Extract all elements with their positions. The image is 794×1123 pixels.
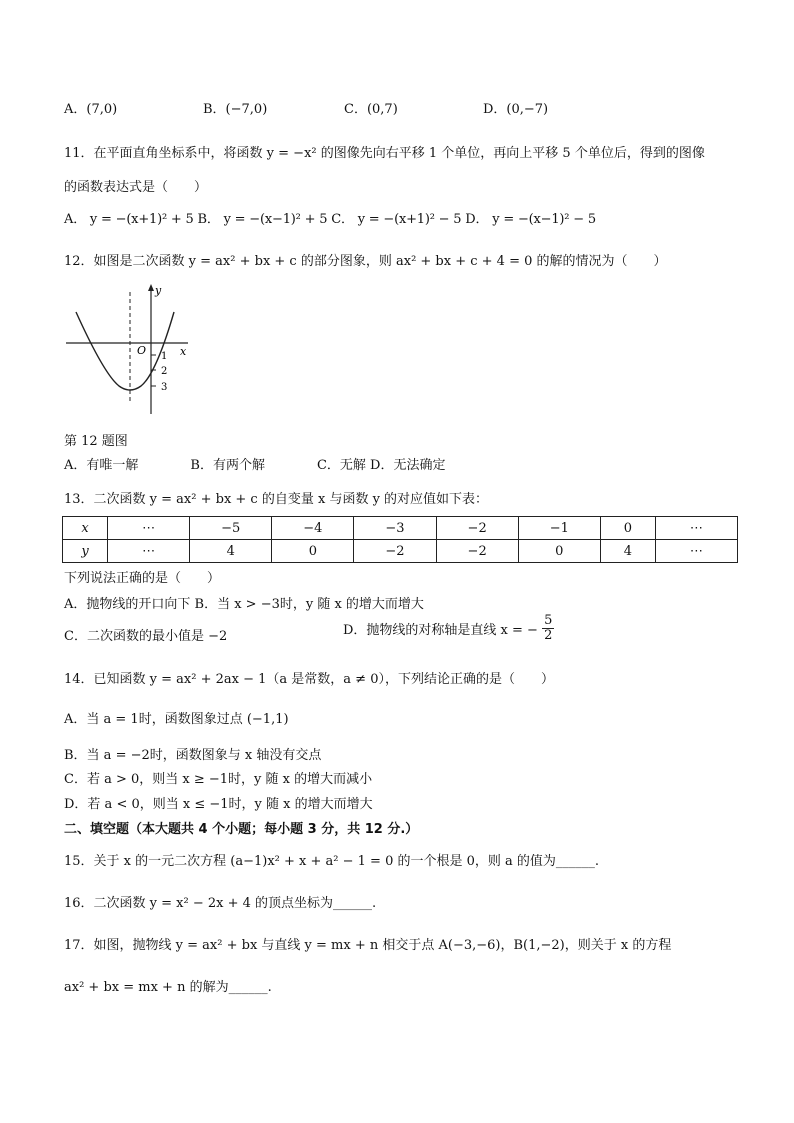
table-cell: 4 [190,540,272,563]
table-cell: ⋯ [655,517,737,540]
q11-stem-line2: 的函数表达式是（ ） [64,180,208,195]
q10-option-b: B．(−7,0) [203,102,268,117]
table-cell: ⋯ [108,540,190,563]
x-axis-label: x [180,345,187,358]
q17-stem-line1: 17．如图，抛物线 y = ax² + bx 与直线 y = mx + n 相交于点 A(−3,−6)，B(1,−2)，则关于 x 的方程 [64,938,672,953]
q13-option-c: C．二次函数的最小值是 −2 [64,629,228,644]
q13-prompt: 下列说法正确的是（ ） [64,571,221,586]
q11-stem-line1: 11．在平面直角坐标系中，将函数 y = −x² 的图像先向右平移 1 个单位，再向上平移 5 个单位后，得到的图像 [64,146,705,161]
q12-figure-caption: 第 12 题图 [64,434,128,449]
fraction [542,614,554,643]
q14-option-c: C．若 a > 0，则当 x ≥ −1时，y 随 x 的增大而减小 [64,772,373,787]
parabola-curve [76,312,174,390]
q15-stem: 15．关于 x 的一元二次方程 (a−1)x² + x + a² − 1 = 0 的一个根是 0，则 a 的值为______. [64,854,600,869]
q13-option-d-text: D．抛物线的对称轴是直线 x = − [343,623,538,638]
q14-option-d: D．若 a < 0，则当 x ≤ −1时，y 随 x 的增大而增大 [64,797,373,812]
q13-option-d [343,614,554,643]
table-cell: 0 [272,540,354,563]
q14-option-b: B．当 a = −2时，函数图象与 x 轴没有交点 [64,748,322,763]
fraction-numerator: 5 [544,613,553,628]
table-cell: −1 [518,517,600,540]
q13-options-ab: A．抛物线的开口向下 B．当 x > −3时，y 随 x 的增大而增大 [64,597,424,612]
y-axis-arrow-icon [148,284,154,291]
table-cell: −2 [436,540,518,563]
y-axis-label: y [155,284,162,297]
table-row-y [63,540,738,563]
table-cell: 4 [600,540,655,563]
table-cell: y [63,540,108,563]
section-heading-fill-in: 二、填空题（本大题共 4 个小题；每小题 3 分，共 12 分.） [64,822,419,837]
table-cell: x [63,517,108,540]
q12-stem: 12．如图是二次函数 y = ax² + bx + c 的部分图象，则 ax² + bx + c + 4 = 0 的解的情况为（ ） [64,254,667,269]
tick-label-1: 1 [161,351,168,362]
q13-stem: 13．二次函数 y = ax² + bx + c 的自变量 x 与函数 y 的对应值如下表： [64,492,489,507]
table-cell: −5 [190,517,272,540]
q11-options: A． y = −(x+1)² + 5 B． y = −(x−1)² + 5 C． y = −(x+1)² − 5 D． y = −(x−1)² − 5 [64,212,596,227]
table-cell: −2 [354,540,436,563]
table-cell: ⋯ [655,540,737,563]
table-row-x [63,517,738,540]
table-cell: −4 [272,517,354,540]
q14-stem: 14．已知函数 y = ax² + 2ax − 1（a 是常数，a ≠ 0），下列结论正确的是（ ） [64,672,554,687]
q16-stem: 16．二次函数 y = x² − 2x + 4 的顶点坐标为______. [64,896,377,911]
q10-option-a: A．(7,0) [64,102,118,117]
table-cell: 0 [600,517,655,540]
q17-stem-line2: ax² + bx = mx + n 的解为______. [64,980,272,995]
q14-option-a: A．当 a = 1时，函数图象过点 (−1,1) [64,712,289,727]
q13-value-table [62,516,738,563]
table-cell: −3 [354,517,436,540]
q12-figure [64,282,194,417]
tick-label-3: 3 [161,382,168,393]
q10-option-d: D．(0,−7) [483,102,549,117]
table-cell: −2 [436,517,518,540]
table-cell: 0 [518,540,600,563]
q10-option-c: C．(0,7) [344,102,398,117]
table-cell: ⋯ [108,517,190,540]
tick-label-2: 2 [161,366,168,377]
fraction-denominator: 2 [544,628,553,643]
origin-label: O [137,344,147,357]
q12-options: A．有唯一解 B．有两个解 C．无解 D．无法确定 [64,458,446,473]
